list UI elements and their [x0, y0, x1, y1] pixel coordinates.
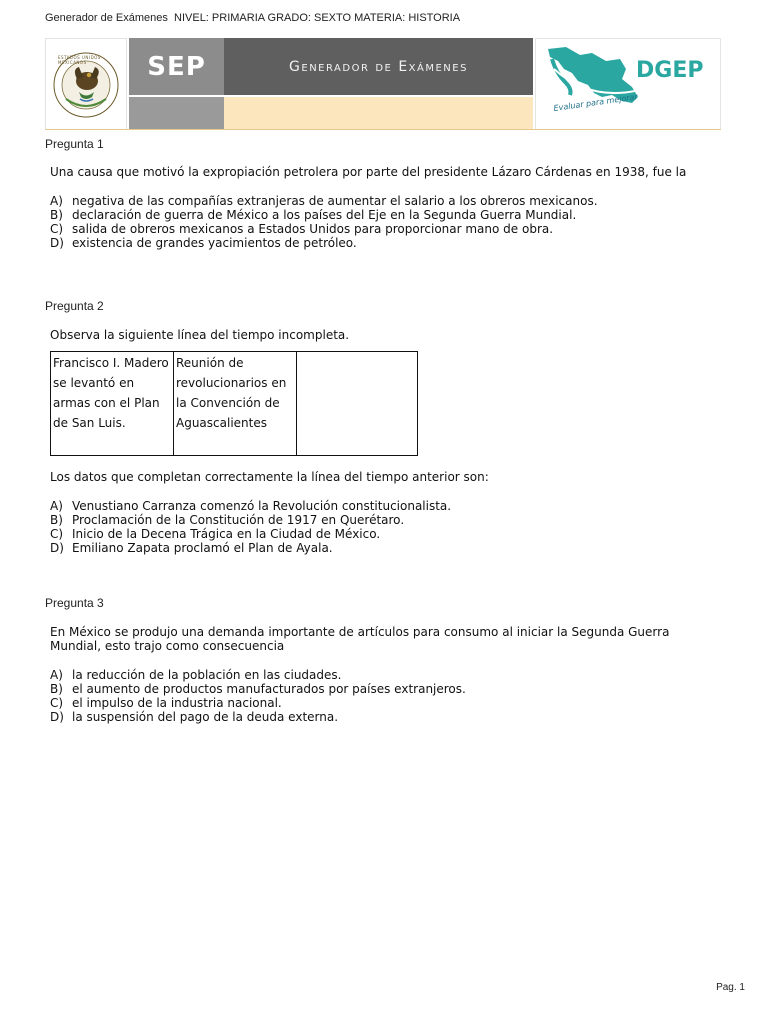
sep-logo: SEP: [129, 38, 224, 95]
question-3-option-a[interactable]: A) la reducción de la población en las ciudades.: [50, 668, 342, 682]
question-2-option-a[interactable]: A) Venustiano Carranza comenzó la Revolución constitucionalista.: [50, 499, 452, 513]
question-3-stem: En México se produjo una demanda importante de artículos para consumo al iniciar la Segunda Guerra Mundial, esto trajo como consecuencia: [50, 625, 670, 653]
question-3-option-c[interactable]: C) el impulso de la industria nacional.: [50, 696, 282, 710]
question-2-label: Pregunta 2: [45, 299, 104, 313]
question-2-option-b[interactable]: B) Proclamación de la Constitución de 1917 en Querétaro.: [50, 513, 405, 527]
question-2-stem: Observa la siguiente línea del tiempo incompleta.: [50, 328, 350, 342]
question-3-options: [50, 668, 720, 724]
dgep-tagline: Evaluar para mejorar: [553, 92, 639, 113]
mexico-map-icon: [536, 39, 720, 129]
timeline-cell-2: Reunión de revolucionarios en la Convención de Aguascalientes: [174, 352, 297, 455]
question-3-option-d[interactable]: D) la suspensión del pago de la deuda externa.: [50, 710, 339, 724]
question-2-options: [50, 499, 720, 555]
question-2-option-d[interactable]: D) Emiliano Zapata proclamó el Plan de Ayala.: [50, 541, 333, 555]
seal-text: ESTADOS UNIDOS MEXICANOS: [58, 55, 101, 65]
question-3-label: Pregunta 3: [45, 596, 104, 610]
question-3-option-b[interactable]: B) el aumento de productos manufacturados por países extranjeros.: [50, 682, 466, 696]
question-1-label: Pregunta 1: [45, 137, 104, 151]
coat-of-arms-icon: [46, 39, 126, 129]
page-number: Pag. 1: [716, 982, 745, 993]
question-2-option-c[interactable]: C) Inicio de la Decena Trágica en la Ciudad de México.: [50, 527, 381, 541]
sep-logo-underbar: [129, 97, 224, 130]
banner-title-underbar: [224, 97, 533, 130]
document-header-title: Generador de Exámenes NIVEL: PRIMARIA GRADO: SEXTO MATERIA: HISTORIA: [45, 12, 461, 24]
timeline-cell-1: Francisco I. Madero se levantó en armas con el Plan de San Luis.: [51, 352, 174, 455]
question-1-stem: Una causa que motivó la expropiación petrolera por parte del presidente Lázaro Cárdenas en 1938, fue la: [50, 165, 687, 179]
dgep-logo: [535, 38, 721, 130]
question-1-option-c[interactable]: C) salida de obreros mexicanos a Estados Unidos para proporcionar mano de obra.: [50, 222, 554, 236]
question-2-prompt: Los datos que completan correctamente la línea del tiempo anterior son:: [50, 470, 489, 484]
question-1-option-d[interactable]: D) existencia de grandes yacimientos de petróleo.: [50, 236, 357, 250]
question-1-options: [50, 194, 720, 250]
timeline-table: [50, 351, 418, 456]
coat-of-arms-logo: [45, 38, 127, 130]
dgep-logo-text: DGEP: [636, 58, 704, 83]
question-1-option-a[interactable]: A) negativa de las compañías extranjeras de aumentar el salario a los obreros mexicanos.: [50, 194, 598, 208]
question-1-option-b[interactable]: B) declaración de guerra de México a los países del Eje en la Segunda Guerra Mundial.: [50, 208, 577, 222]
banner-divider: [45, 129, 721, 130]
sep-banner: [45, 38, 721, 130]
timeline-cell-3-empty: [297, 352, 417, 455]
banner-title: Generador de Exámenes: [224, 38, 533, 95]
